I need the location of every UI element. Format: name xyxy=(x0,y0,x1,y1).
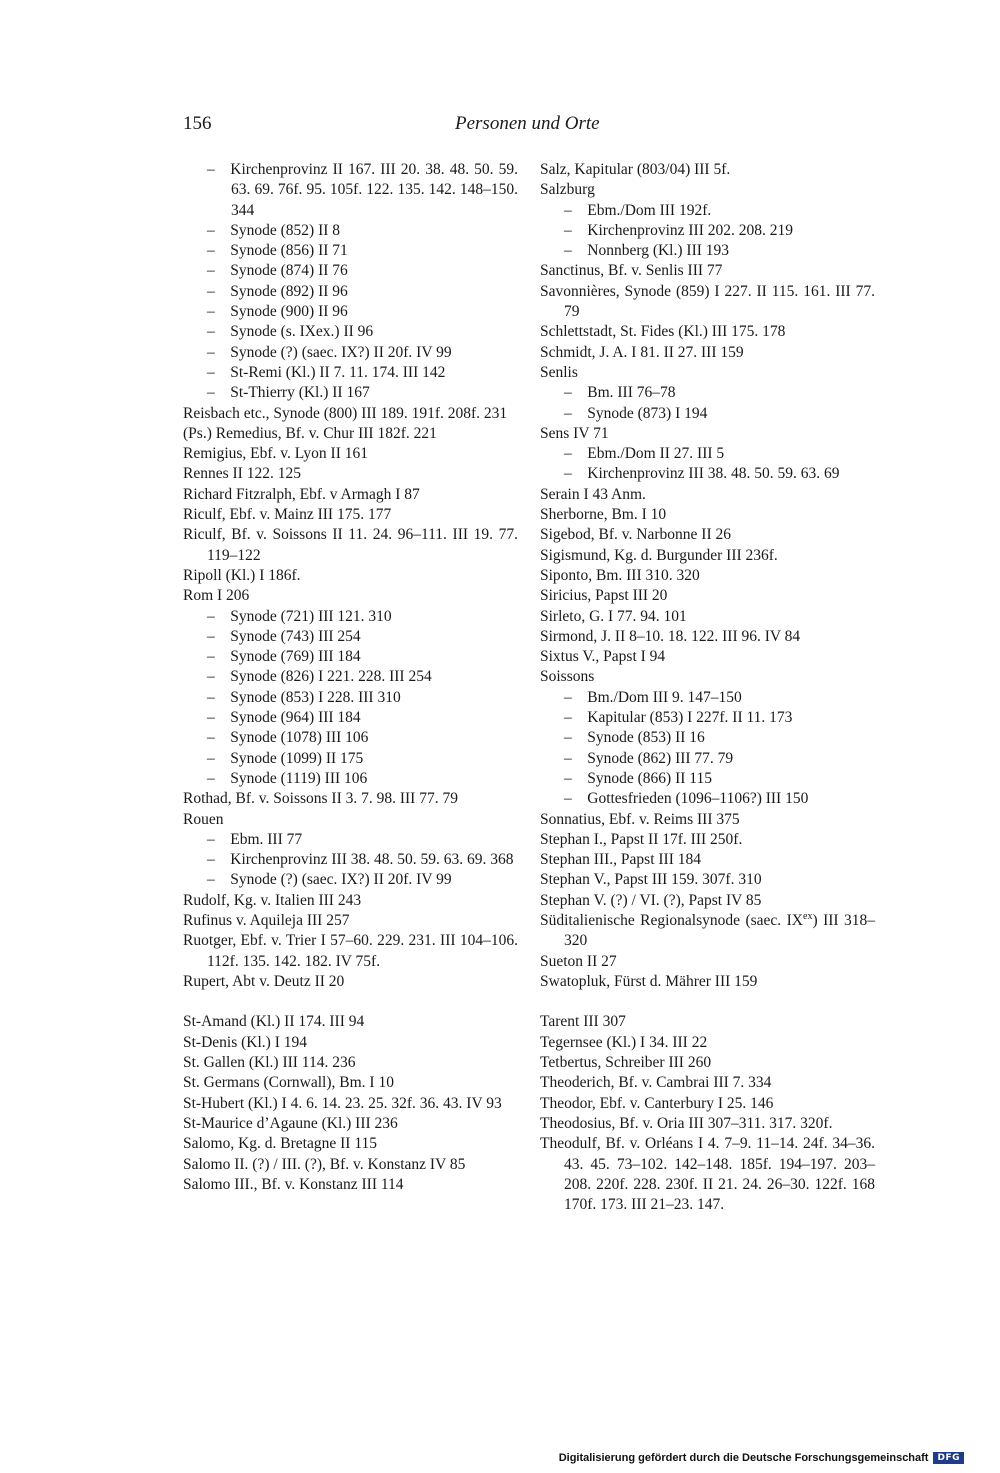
entry-text: Schlettstadt, St. Fides (Kl.) III 175. 178 xyxy=(540,323,786,341)
subentry-dash: – xyxy=(564,749,588,767)
entry-text: Synode (852) II 8 xyxy=(230,221,341,239)
entry-text: Rothad, Bf. v. Soissons II 3. 7. 98. III 77. 79 xyxy=(183,790,458,808)
entry-text: Synode (856) II 71 xyxy=(230,242,348,260)
index-entry xyxy=(183,931,518,972)
index-entry xyxy=(540,1114,875,1134)
entry-text: St-Amand (Kl.) II 174. III 94 xyxy=(183,1013,365,1031)
index-entry xyxy=(540,952,875,972)
entry-text: Synode (853) I 228. III 310 xyxy=(230,688,401,706)
index-subentry xyxy=(540,404,875,424)
index-subentry xyxy=(183,688,518,708)
entry-text: Rouen xyxy=(183,810,224,828)
entry-text: Reisbach etc., Synode (800) III 189. 191f. 208f. 231 xyxy=(183,404,508,422)
entry-text: Rom I 206 xyxy=(183,587,250,605)
index-entry xyxy=(540,322,875,342)
index-entry xyxy=(183,444,518,464)
section-gap xyxy=(183,992,518,1012)
entry-text: Remigius, Ebf. v. Lyon II 161 xyxy=(183,445,368,463)
index-subentry xyxy=(540,464,875,484)
index-subentry xyxy=(183,870,518,890)
entry-text: Tegernsee (Kl.) I 34. III 22 xyxy=(540,1033,708,1051)
index-column-right xyxy=(540,160,875,1215)
entry-text: Sirmond, J. II 8–10. 18. 122. III 96. IV 84 xyxy=(540,627,801,645)
entry-text: Theodulf, Bf. v. Orléans I 4. 7–9. 11–14. 24f. 34–36. 43. 45. 73–102. 142–148. 185f. 194–197. 203–208. 220f. 228. 230f. II 21. 24. 26–30. 122f. 168 170f. 173. III 21–23. 147. xyxy=(540,1135,875,1214)
index-entry xyxy=(183,911,518,931)
entry-text: Kirchenprovinz III 38. 48. 50. 59. 63. 69 xyxy=(587,465,840,483)
entry-text: Rudolf, Kg. v. Italien III 243 xyxy=(183,891,362,909)
entry-text: Theodor, Ebf. v. Canterbury I 25. 146 xyxy=(540,1094,774,1112)
index-entry xyxy=(540,160,875,180)
entry-text: Kirchenprovinz III 38. 48. 50. 59. 63. 69. 368 xyxy=(230,851,514,869)
index-subentry xyxy=(540,789,875,809)
subentry-dash: – xyxy=(207,627,231,645)
index-entry xyxy=(540,1033,875,1053)
entry-text: St-Thierry (Kl.) II 167 xyxy=(230,384,370,402)
index-entry xyxy=(183,505,518,525)
entry-text: Synode (1099) II 175 xyxy=(230,749,364,767)
subentry-dash: – xyxy=(207,871,231,889)
index-entry xyxy=(540,850,875,870)
entry-text: Sens IV 71 xyxy=(540,424,609,442)
running-title: Personen und Orte xyxy=(455,113,600,134)
index-entry xyxy=(183,1134,518,1154)
entry-superscript: ex xyxy=(803,910,813,922)
entry-text: Salzburg xyxy=(540,181,595,199)
subentry-dash: – xyxy=(564,729,588,747)
entry-text: Synode (s. IXex.) II 96 xyxy=(230,323,374,341)
entry-text: Synode (?) (saec. IX?) II 20f. IV 99 xyxy=(230,871,452,889)
index-entry xyxy=(540,505,875,525)
index-entry xyxy=(183,810,518,830)
entry-text: Salz, Kapitular (803/04) III 5f. xyxy=(540,161,731,178)
index-subentry xyxy=(540,444,875,464)
entry-text: Sirleto, G. I 77. 94. 101 xyxy=(540,607,687,625)
index-subentry xyxy=(183,241,518,261)
index-subentry xyxy=(540,708,875,728)
subentry-dash: – xyxy=(564,688,588,706)
index-subentry xyxy=(540,383,875,403)
subentry-dash: – xyxy=(207,709,231,727)
index-entry xyxy=(183,1114,518,1134)
index-subentry xyxy=(183,221,518,241)
entry-text: Rufinus v. Aquileja III 257 xyxy=(183,911,350,929)
index-entry xyxy=(183,789,518,809)
subentry-dash: – xyxy=(207,729,231,747)
entry-text: Kirchenprovinz III 202. 208. 219 xyxy=(587,221,794,239)
entry-text: Swatopluk, Fürst d. Mährer III 159 xyxy=(540,972,758,990)
subentry-dash: – xyxy=(207,749,231,767)
entry-text: Salomo II. (?) / III. (?), Bf. v. Konstanz IV 85 xyxy=(183,1155,466,1173)
subentry-dash: – xyxy=(564,242,588,260)
entry-text: (Ps.) Remedius, Bf. v. Chur III 182f. 221 xyxy=(183,424,437,442)
entry-text: St-Hubert (Kl.) I 4. 6. 14. 23. 25. 32f. 36. 43. IV 93 xyxy=(183,1094,502,1112)
index-entry xyxy=(540,343,875,363)
index-subentry xyxy=(183,850,518,870)
entry-text: St. Germans (Cornwall), Bm. I 10 xyxy=(183,1074,394,1092)
entry-text: Synode (900) II 96 xyxy=(230,303,348,321)
entry-text: Ebm. III 77 xyxy=(230,830,303,848)
index-subentry xyxy=(183,627,518,647)
entry-text: Riculf, Bf. v. Soissons II 11. 24. 96–111. III 19. 77. 119–122 xyxy=(183,526,518,564)
index-subentry xyxy=(183,728,518,748)
index-subentry xyxy=(183,160,518,221)
index-entry xyxy=(183,1012,518,1032)
entry-text: Synode (769) III 184 xyxy=(230,648,361,666)
entry-text: Synode (?) (saec. IX?) II 20f. IV 99 xyxy=(230,343,452,361)
entry-text: Synode (826) I 221. 228. III 254 xyxy=(230,668,432,686)
entry-text: Ruotger, Ebf. v. Trier I 57–60. 229. 231. III 104–106. 112f. 135. 142. 182. IV 75f. xyxy=(183,932,518,970)
index-entry xyxy=(183,404,518,424)
entry-text: Synode (874) II 76 xyxy=(230,262,348,280)
entry-text: Stephan V., Papst III 159. 307f. 310 xyxy=(540,871,762,889)
credit-text: Digitalisierung gefördert durch die Deutsche Forschungsgemeinschaft xyxy=(558,1452,929,1464)
subentry-dash: – xyxy=(207,221,231,239)
subentry-dash: – xyxy=(207,648,231,666)
entry-text: Synode (873) I 194 xyxy=(587,404,708,422)
subentry-dash: – xyxy=(564,201,588,219)
index-entry xyxy=(540,525,875,545)
entry-text: Synode (1119) III 106 xyxy=(230,769,368,787)
entry-text: Tarent III 307 xyxy=(540,1013,626,1031)
subentry-dash: – xyxy=(207,343,231,361)
entry-text: Tetbertus, Schreiber III 260 xyxy=(540,1054,712,1072)
entry-text: Serain I 43 Anm. xyxy=(540,485,646,503)
entry-text: Theodosius, Bf. v. Oria III 307–311. 317. 320f. xyxy=(540,1114,833,1132)
subentry-dash: – xyxy=(207,363,231,381)
index-entry xyxy=(540,891,875,911)
index-entry xyxy=(183,1094,518,1114)
index-entry xyxy=(540,647,875,667)
index-subentry xyxy=(183,322,518,342)
index-entry xyxy=(540,261,875,281)
index-entry xyxy=(540,830,875,850)
entry-text: Stephan III., Papst III 184 xyxy=(540,851,701,869)
entry-text: Synode (743) III 254 xyxy=(230,627,361,645)
section-gap xyxy=(540,992,875,1012)
entry-text: St-Denis (Kl.) I 194 xyxy=(183,1033,307,1051)
entry-text: Süditalienische Regionalsynode (saec. IX xyxy=(540,911,803,929)
index-entry xyxy=(183,891,518,911)
digitization-credit xyxy=(559,1452,964,1464)
index-subentry xyxy=(183,363,518,383)
entry-text: Kapitular (853) I 227f. II 11. 173 xyxy=(587,709,793,727)
subentry-dash: – xyxy=(564,465,588,483)
subentry-dash: – xyxy=(207,323,231,341)
entry-text: Salomo III., Bf. v. Konstanz III 114 xyxy=(183,1175,404,1193)
entry-text: Stephan I., Papst II 17f. III 250f. xyxy=(540,830,743,848)
subentry-dash: – xyxy=(564,384,588,402)
entry-text: Ripoll (Kl.) I 186f. xyxy=(183,566,301,584)
index-subentry xyxy=(183,749,518,769)
index-entry xyxy=(540,627,875,647)
index-entry xyxy=(183,1053,518,1073)
entry-text: Gottesfrieden (1096–1106?) III 150 xyxy=(587,790,809,808)
subentry-dash: – xyxy=(564,709,588,727)
entry-text: Senlis xyxy=(540,363,578,381)
index-entry xyxy=(540,911,875,952)
entry-text: Synode (1078) III 106 xyxy=(230,729,369,747)
entry-text: Stephan V. (?) / VI. (?), Papst IV 85 xyxy=(540,891,762,909)
index-subentry xyxy=(183,667,518,687)
index-subentry xyxy=(540,769,875,789)
index-subentry xyxy=(183,261,518,281)
entry-text: Bm./Dom III 9. 147–150 xyxy=(587,688,742,706)
entry-text: Synode (721) III 121. 310 xyxy=(230,607,392,625)
index-entry xyxy=(540,870,875,890)
subentry-dash: – xyxy=(207,851,231,869)
index-entry xyxy=(540,282,875,323)
index-entry xyxy=(540,1073,875,1093)
subentry-dash: – xyxy=(207,607,231,625)
subentry-dash: – xyxy=(207,384,231,402)
entry-text: Savonnières, Synode (859) I 227. II 115. 161. III 77. 79 xyxy=(540,282,875,321)
entry-text: Richard Fitzralph, Ebf. v Armagh I 87 xyxy=(183,485,420,503)
index-subentry xyxy=(183,343,518,363)
entry-text: Sixtus V., Papst I 94 xyxy=(540,648,666,666)
entry-text: Synode (862) III 77. 79 xyxy=(587,749,734,767)
entry-text: Rennes II 122. 125 xyxy=(183,465,301,483)
entry-text: Bm. III 76–78 xyxy=(587,384,676,402)
entry-text: Siricius, Papst III 20 xyxy=(540,587,668,605)
entry-text: Sherborne, Bm. I 10 xyxy=(540,506,667,524)
entry-text: Sueton II 27 xyxy=(540,952,617,970)
entry-text: Synode (964) III 184 xyxy=(230,709,361,727)
index-entry xyxy=(183,586,518,606)
subentry-dash: – xyxy=(207,830,231,848)
entry-text: Sigebod, Bf. v. Narbonne II 26 xyxy=(540,526,731,544)
index-subentry xyxy=(540,201,875,221)
entry-text: Nonnberg (Kl.) III 193 xyxy=(587,242,730,260)
index-entry xyxy=(183,1033,518,1053)
entry-text: Synode (853) II 16 xyxy=(587,729,705,747)
entry-text: Riculf, Ebf. v. Mainz III 175. 177 xyxy=(183,506,392,524)
index-entry xyxy=(183,1175,518,1195)
index-subentry xyxy=(540,749,875,769)
entry-text: St-Maurice d’Agaune (Kl.) III 236 xyxy=(183,1114,398,1132)
index-entry xyxy=(540,810,875,830)
entry-text: Ebm./Dom III 192f. xyxy=(587,201,712,219)
entry-text: Synode (892) II 96 xyxy=(230,282,348,300)
index-entry xyxy=(183,566,518,586)
index-subentry xyxy=(183,282,518,302)
entry-text: Kirchenprovinz II 167. III 20. 38. 48. 50. 59. 63. 69. 76f. 95. 105f. 122. 135. 142. 148–150. 344 xyxy=(230,161,518,219)
index-subentry xyxy=(183,830,518,850)
index-entry xyxy=(540,667,875,687)
index-entry xyxy=(540,424,875,444)
subentry-dash: – xyxy=(207,303,231,321)
index-entry xyxy=(540,485,875,505)
entry-text: Siponto, Bm. III 310. 320 xyxy=(540,566,700,584)
index-entry xyxy=(540,972,875,992)
index-entry xyxy=(540,363,875,383)
index-subentry xyxy=(183,607,518,627)
entry-text: St-Remi (Kl.) II 7. 11. 174. III 142 xyxy=(230,363,446,381)
index-entry xyxy=(183,525,518,566)
index-subentry xyxy=(540,688,875,708)
entry-text: Sanctinus, Bf. v. Senlis III 77 xyxy=(540,262,723,280)
subentry-dash: – xyxy=(207,262,231,280)
subentry-dash: – xyxy=(207,161,231,178)
subentry-dash: – xyxy=(564,221,588,239)
index-entry xyxy=(540,586,875,606)
entry-text: Soissons xyxy=(540,668,595,686)
index-subentry xyxy=(183,647,518,667)
subentry-dash: – xyxy=(207,688,231,706)
index-subentry xyxy=(540,241,875,261)
index-entry xyxy=(540,1134,875,1215)
subentry-dash: – xyxy=(564,404,588,422)
index-entry xyxy=(540,1012,875,1032)
entry-text: St. Gallen (Kl.) III 114. 236 xyxy=(183,1054,356,1072)
subentry-dash: – xyxy=(207,668,231,686)
index-subentry xyxy=(183,302,518,322)
index-column-left xyxy=(183,160,518,1195)
index-entry xyxy=(540,566,875,586)
subentry-dash: – xyxy=(207,282,231,300)
index-entry xyxy=(540,1094,875,1114)
index-subentry xyxy=(540,728,875,748)
subentry-dash: – xyxy=(207,769,231,787)
index-subentry xyxy=(183,769,518,789)
subentry-dash: – xyxy=(564,445,588,463)
dfg-logo: DFG xyxy=(933,1452,964,1464)
index-entry xyxy=(183,464,518,484)
index-entry xyxy=(183,485,518,505)
entry-text: Salomo, Kg. d. Bretagne II 115 xyxy=(183,1135,377,1153)
page-number: 156 xyxy=(183,113,212,134)
entry-text-continued: ) III 318–320 xyxy=(564,911,875,950)
entry-text: Schmidt, J. A. I 81. II 27. III 159 xyxy=(540,343,744,361)
index-subentry xyxy=(183,708,518,728)
index-entry xyxy=(540,1053,875,1073)
entry-text: Rupert, Abt v. Deutz II 20 xyxy=(183,972,345,990)
index-entry xyxy=(183,1155,518,1175)
entry-text: Ebm./Dom II 27. III 5 xyxy=(587,445,725,463)
subentry-dash: – xyxy=(564,769,588,787)
entry-text: Sigismund, Kg. d. Burgunder III 236f. xyxy=(540,546,778,564)
subentry-dash: – xyxy=(207,242,231,260)
index-subentry xyxy=(183,383,518,403)
index-entry xyxy=(540,546,875,566)
entry-text: Sonnatius, Ebf. v. Reims III 375 xyxy=(540,810,740,828)
index-entry xyxy=(183,972,518,992)
entry-text: Theoderich, Bf. v. Cambrai III 7. 334 xyxy=(540,1074,772,1092)
subentry-dash: – xyxy=(564,790,588,808)
index-entry xyxy=(183,1073,518,1093)
entry-text: Synode (866) II 115 xyxy=(587,769,712,787)
index-subentry xyxy=(540,221,875,241)
index-entry xyxy=(540,607,875,627)
index-entry xyxy=(540,180,875,200)
index-entry xyxy=(183,424,518,444)
